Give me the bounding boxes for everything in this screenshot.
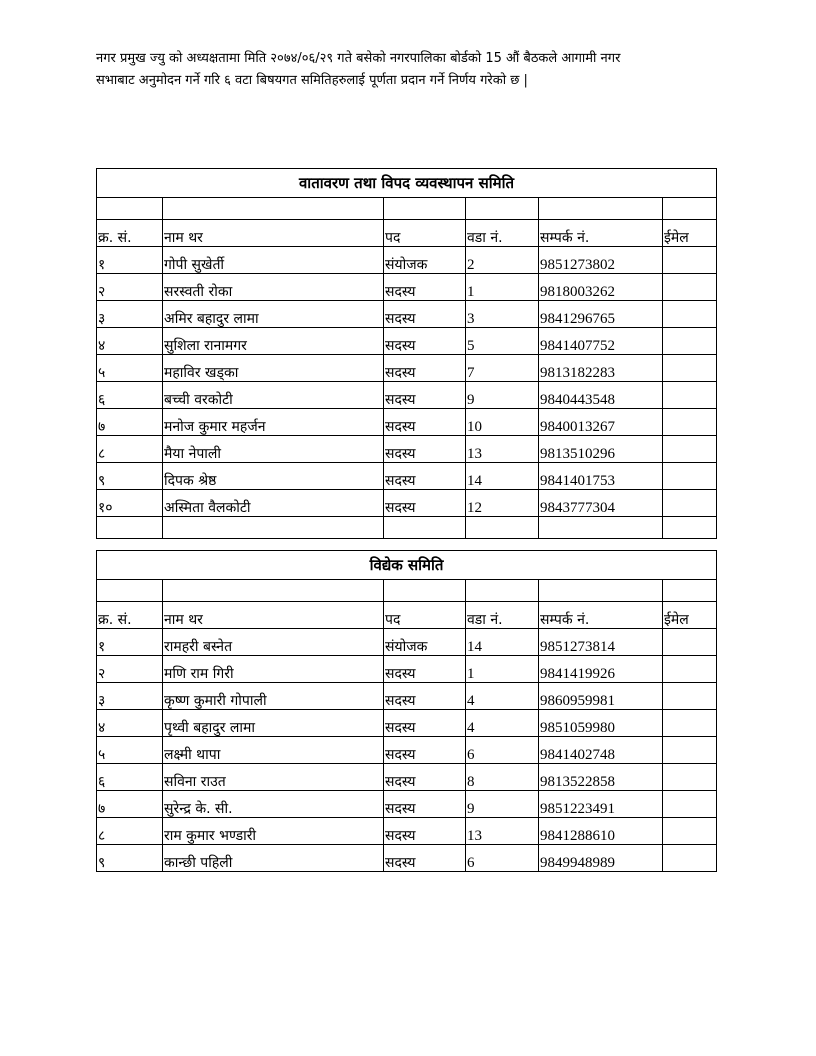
committee-body — [97, 169, 717, 539]
member-name-cell: सरस्वती रोका — [163, 274, 384, 301]
table-row — [97, 845, 717, 872]
empty-cell — [663, 580, 717, 602]
spacer-row — [97, 580, 717, 602]
email-cell — [663, 463, 717, 490]
post-cell: सदस्य — [384, 791, 466, 818]
member-name-cell: महाविर खड्का — [163, 355, 384, 382]
serial-number-cell: ४ — [97, 710, 163, 737]
email-cell — [663, 683, 717, 710]
committee-title: वातावरण तथा विपद व्यवस्थापन समिति — [97, 169, 717, 198]
post-cell: सदस्य — [384, 818, 466, 845]
phone-cell: 9841401753 — [539, 463, 663, 490]
ward-cell: 4 — [466, 710, 539, 737]
email-cell — [663, 737, 717, 764]
phone-cell: 9851273814 — [539, 629, 663, 656]
serial-number-cell: ५ — [97, 355, 163, 382]
intro-line: सभाबाट अनुमोदन गर्ने गरि ६ वटा बिषयगत समितिहरुलाई पूर्णता प्रदान गर्ने निर्णय गरेको छ | — [96, 73, 528, 88]
post-cell: सदस्य — [384, 737, 466, 764]
header-phone: सम्पर्क नं. — [539, 602, 663, 629]
empty-cell — [163, 517, 384, 539]
phone-cell: 9813510296 — [539, 436, 663, 463]
phone-cell: 9841407752 — [539, 328, 663, 355]
member-name-cell: गोपी सुखेर्ती — [163, 247, 384, 274]
header-name: नाम थर — [163, 220, 384, 247]
serial-number-cell: ५ — [97, 737, 163, 764]
ward-cell: 5 — [466, 328, 539, 355]
email-cell — [663, 791, 717, 818]
table-row — [97, 791, 717, 818]
ward-cell: 9 — [466, 791, 539, 818]
ward-cell: 4 — [466, 683, 539, 710]
phone-cell: 9841288610 — [539, 818, 663, 845]
ward-cell: 13 — [466, 818, 539, 845]
table-row — [97, 818, 717, 845]
member-name-cell: पृथ्वी बहादुर लामा — [163, 710, 384, 737]
table-row — [97, 382, 717, 409]
serial-number-cell: १ — [97, 247, 163, 274]
committee-title: विद्येक समिति — [97, 551, 717, 580]
ward-cell: 6 — [466, 737, 539, 764]
email-cell — [663, 656, 717, 683]
table-row — [97, 355, 717, 382]
empty-cell — [466, 517, 539, 539]
spacer-row — [97, 198, 717, 220]
email-cell — [663, 710, 717, 737]
phone-cell: 9843777304 — [539, 490, 663, 517]
header-email: ईमेल — [663, 220, 717, 247]
empty-cell — [539, 198, 663, 220]
intro-line: नगर प्रमुख ज्यु को अध्यक्षतामा मिति २०७४/०६/२९ गते बसेको नगरपालिका बोर्डको 15 औं बैठकले आगामी नगर — [96, 51, 621, 66]
serial-number-cell: ३ — [97, 301, 163, 328]
phone-cell: 9841419926 — [539, 656, 663, 683]
serial-number-cell: १ — [97, 629, 163, 656]
header-post: पद — [384, 602, 466, 629]
phone-cell: 9841296765 — [539, 301, 663, 328]
empty-cell — [163, 580, 384, 602]
post-cell: सदस्य — [384, 436, 466, 463]
serial-number-cell: ३ — [97, 683, 163, 710]
table-row — [97, 247, 717, 274]
serial-number-cell: ६ — [97, 764, 163, 791]
member-name-cell: सुशिला रानामगर — [163, 328, 384, 355]
member-name-cell: मणि राम गिरी — [163, 656, 384, 683]
empty-cell — [466, 198, 539, 220]
header-ward: वडा नं. — [466, 220, 539, 247]
table-row — [97, 710, 717, 737]
empty-cell — [663, 198, 717, 220]
phone-cell: 9851059980 — [539, 710, 663, 737]
member-name-cell: लक्ष्मी थापा — [163, 737, 384, 764]
empty-cell — [663, 517, 717, 539]
committee-title-row — [97, 169, 717, 198]
serial-number-cell: ७ — [97, 409, 163, 436]
empty-cell — [163, 198, 384, 220]
empty-cell — [539, 580, 663, 602]
ward-cell: 7 — [466, 355, 539, 382]
table-row — [97, 490, 717, 517]
table-row — [97, 328, 717, 355]
ward-cell: 3 — [466, 301, 539, 328]
header-phone: सम्पर्क नं. — [539, 220, 663, 247]
post-cell: सदस्य — [384, 764, 466, 791]
empty-cell — [466, 580, 539, 602]
serial-number-cell: १० — [97, 490, 163, 517]
committee-table-electricity — [96, 550, 717, 872]
phone-cell: 9840443548 — [539, 382, 663, 409]
table-row — [97, 274, 717, 301]
committee-table-environment — [96, 168, 717, 539]
table-row — [97, 436, 717, 463]
email-cell — [663, 301, 717, 328]
header-row — [97, 220, 717, 247]
post-cell: संयोजक — [384, 629, 466, 656]
email-cell — [663, 328, 717, 355]
serial-number-cell: ९ — [97, 463, 163, 490]
email-cell — [663, 382, 717, 409]
post-cell: सदस्य — [384, 382, 466, 409]
header-sn: क्र. सं. — [97, 220, 163, 247]
post-cell: सदस्य — [384, 301, 466, 328]
member-name-cell: मैया नेपाली — [163, 436, 384, 463]
header-ward: वडा नं. — [466, 602, 539, 629]
ward-cell: 12 — [466, 490, 539, 517]
ward-cell: 14 — [466, 629, 539, 656]
email-cell — [663, 764, 717, 791]
post-cell: सदस्य — [384, 463, 466, 490]
phone-cell: 9851273802 — [539, 247, 663, 274]
committee-body — [97, 551, 717, 872]
post-cell: सदस्य — [384, 710, 466, 737]
table-row — [97, 764, 717, 791]
table-row — [97, 629, 717, 656]
serial-number-cell: २ — [97, 656, 163, 683]
empty-cell — [97, 580, 163, 602]
post-cell: संयोजक — [384, 247, 466, 274]
empty-cell — [97, 198, 163, 220]
post-cell: सदस्य — [384, 490, 466, 517]
ward-cell: 14 — [466, 463, 539, 490]
empty-cell — [384, 198, 466, 220]
ward-cell: 10 — [466, 409, 539, 436]
ward-cell: 8 — [466, 764, 539, 791]
email-cell — [663, 436, 717, 463]
table-row — [97, 656, 717, 683]
header-sn: क्र. सं. — [97, 602, 163, 629]
post-cell: सदस्य — [384, 274, 466, 301]
serial-number-cell: २ — [97, 274, 163, 301]
intro-paragraph — [96, 48, 718, 92]
ward-cell: 9 — [466, 382, 539, 409]
header-name: नाम थर — [163, 602, 384, 629]
ward-cell: 1 — [466, 656, 539, 683]
post-cell: सदस्य — [384, 355, 466, 382]
table-row — [97, 409, 717, 436]
post-cell: सदस्य — [384, 656, 466, 683]
member-name-cell: सुरेन्द्र के. सी. — [163, 791, 384, 818]
header-email: ईमेल — [663, 602, 717, 629]
email-cell — [663, 818, 717, 845]
post-cell: सदस्य — [384, 328, 466, 355]
email-cell — [663, 409, 717, 436]
committee-title-row — [97, 551, 717, 580]
phone-cell: 9860959981 — [539, 683, 663, 710]
table-row — [97, 737, 717, 764]
member-name-cell: बच्ची वरकोटी — [163, 382, 384, 409]
phone-cell: 9840013267 — [539, 409, 663, 436]
ward-cell: 6 — [466, 845, 539, 872]
empty-cell — [384, 517, 466, 539]
member-name-cell: मनोज कुमार महर्जन — [163, 409, 384, 436]
post-cell: सदस्य — [384, 845, 466, 872]
post-cell: सदस्य — [384, 409, 466, 436]
spacer-row — [97, 517, 717, 539]
member-name-cell: सविना राउत — [163, 764, 384, 791]
email-cell — [663, 490, 717, 517]
member-name-cell: राम कुमार भण्डारी — [163, 818, 384, 845]
serial-number-cell: ६ — [97, 382, 163, 409]
header-row — [97, 602, 717, 629]
email-cell — [663, 629, 717, 656]
empty-cell — [384, 580, 466, 602]
serial-number-cell: ८ — [97, 818, 163, 845]
table-row — [97, 301, 717, 328]
phone-cell: 9813182283 — [539, 355, 663, 382]
serial-number-cell: ४ — [97, 328, 163, 355]
table-row — [97, 683, 717, 710]
ward-cell: 2 — [466, 247, 539, 274]
phone-cell: 9818003262 — [539, 274, 663, 301]
empty-cell — [97, 517, 163, 539]
email-cell — [663, 845, 717, 872]
email-cell — [663, 355, 717, 382]
phone-cell: 9841402748 — [539, 737, 663, 764]
ward-cell: 1 — [466, 274, 539, 301]
phone-cell: 9813522858 — [539, 764, 663, 791]
serial-number-cell: ९ — [97, 845, 163, 872]
member-name-cell: अस्मिता वैलकोटी — [163, 490, 384, 517]
serial-number-cell: ८ — [97, 436, 163, 463]
email-cell — [663, 247, 717, 274]
member-name-cell: दिपक श्रेष्ठ — [163, 463, 384, 490]
header-post: पद — [384, 220, 466, 247]
ward-cell: 13 — [466, 436, 539, 463]
empty-cell — [539, 517, 663, 539]
member-name-cell: रामहरी बस्नेत — [163, 629, 384, 656]
table-row — [97, 463, 717, 490]
member-name-cell: कृष्ण कुमारी गोपाली — [163, 683, 384, 710]
phone-cell: 9849948989 — [539, 845, 663, 872]
member-name-cell: कान्छी पहिली — [163, 845, 384, 872]
phone-cell: 9851223491 — [539, 791, 663, 818]
email-cell — [663, 274, 717, 301]
member-name-cell: अमिर बहादुर लामा — [163, 301, 384, 328]
serial-number-cell: ७ — [97, 791, 163, 818]
post-cell: सदस्य — [384, 683, 466, 710]
